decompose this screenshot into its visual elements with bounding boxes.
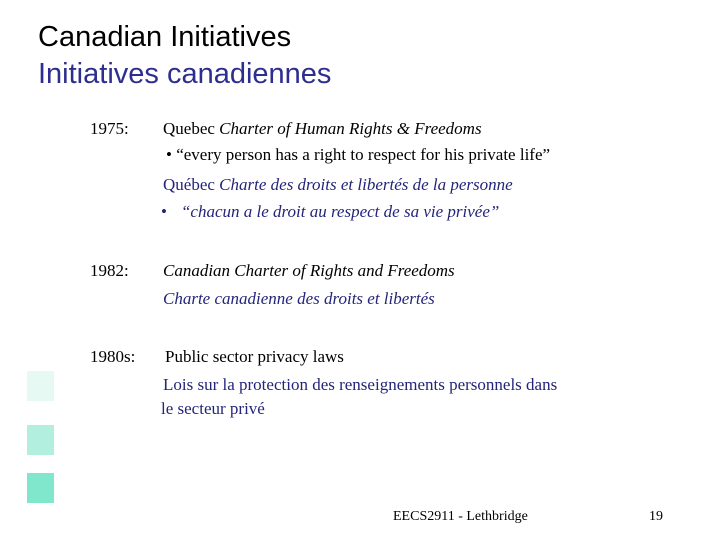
quote-english: “every person has a right to respect for his private life” [171,145,551,164]
quebec-charte-title: Charte des droits et libertés de la personne [214,175,513,194]
decor-square-dark [27,473,54,503]
quote-french: “chacun a le droit au respect de sa vie privée” [180,202,500,221]
quebec-charte-line [163,174,513,196]
secteur-prive: le secteur privé [161,399,265,418]
charte-canadienne: Charte canadienne des droits et libertés [163,289,435,308]
year-1982: 1982: [90,261,129,280]
public-sector-laws: Public sector privacy laws [165,347,344,366]
quebec-charter-title: Charter of Human Rights & Freedoms [214,119,482,138]
quebec-charter-line [163,118,482,140]
decor-square-light [27,371,54,401]
year-1975: 1975: [90,119,129,138]
quebec-label: Quebec [163,119,215,138]
decor-square-medium [27,425,54,455]
bullet: • [166,145,172,164]
slide-title: Canadian Initiatives [38,21,292,53]
lois-protection: Lois sur la protection des renseignements personnels dans [163,375,558,394]
quebec-label-fr: Québec [163,175,215,194]
year-1980s: 1980s: [90,347,136,366]
quote-english-line [166,144,550,166]
slide-title-french: Initiatives canadiennes [38,58,332,90]
footer-course: EECS2911 - Lethbridge [393,509,528,524]
footer-page-number: 19 [649,509,663,524]
bullet: • [161,202,167,221]
quote-french-line [161,201,499,223]
canadian-charter: Canadian Charter of Rights and Freedoms [163,261,455,280]
